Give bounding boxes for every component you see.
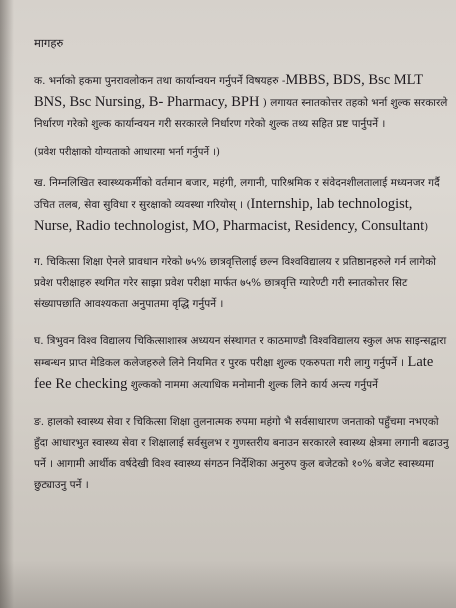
paragraph-text: त्रिभुवन विश्व विद्यालय चिकित्साशास्त्र अध्ययन संस्थागत र काठमाण्डौ विश्वविद्यालय स्कुल अफ साइन्सद्वारा सम्बन्धन प्राप्त मेडिकल कलेजहरुले लिने नियमित र पुरक परीक्षा शुल्क एकरुपता गरी लागु गर्नुपर्ने । <box>34 335 447 369</box>
page-shadow-bottom <box>0 560 456 608</box>
demand-paragraph-ka <box>34 70 450 135</box>
paragraph-text: चिकित्सा शिक्षा ऐनले प्रावधान गरेको ७५% छात्रवृत्तिलाई छल्न विश्वविद्यालय र प्रतिष्ठानहरुले गर्न लागेको प्रवेश परीक्षाहरु स्थगित गरेर साझा प्रवेश परीक्षा मार्फत ७५% छात्रवृत्ति ग्यारेण्टी गरी स्नातकोत्तर सिट संख्यापछाति आवश्यकता अनुपातमा वृद्धि गर्नुपर्ने । <box>34 256 436 310</box>
paragraph-text: शुल्कको नाममा अत्याधिक मनोमानी शुल्क लिने कार्य अन्त्य गर्नुपर्ने <box>127 379 378 391</box>
admission-note: (प्रवेश परीक्षाको योग्यताको आधारमा भर्ना गर्नुपर्ने ।) <box>34 147 220 158</box>
demand-paragraph-ga <box>34 252 450 315</box>
paragraph-label: ग. <box>34 256 44 268</box>
paragraph-text: निम्नलिखित स्वास्थ्यकर्मीको वर्तमान बजार, महंगी, लगानी, पारिश्रमिक र संवेदनशीलतालाई मध्यनजर गर्दै उचित तलब, सेवा सुविधा र सुरक्षाको व्यवस्था गरियोस् । ( <box>34 177 440 211</box>
demand-paragraph-gha <box>34 331 450 396</box>
paragraph-label: घ. <box>34 335 44 347</box>
health-worker-list: Internship, lab technologist, Nurse, Radio technologist, MO, Pharmacist, Residency, Consultant <box>34 196 425 234</box>
paragraph-text: ) <box>424 221 429 233</box>
document-heading: मागहरु <box>34 36 64 50</box>
paragraph-label: ख. <box>34 177 46 189</box>
paragraph-label: क. <box>34 75 46 87</box>
page-shadow-left <box>0 0 14 608</box>
fee-term: Late fee Re checking <box>34 354 434 392</box>
document-body <box>34 34 450 510</box>
degree-list: MBBS, BDS, Bsc MLT BNS, Bsc Nursing, B- Pharmacy, BPH <box>34 72 423 110</box>
demand-paragraph-kha <box>34 173 450 238</box>
paragraph-label: ङ. <box>34 416 45 428</box>
demand-paragraph-nga <box>34 412 450 496</box>
paragraph-text: ) लगायत स्नातकोत्तर तहको भर्ना शुल्क सरकारले निर्धारण गरेको शुल्क कार्यान्वयन गरी सरकारले निर्धारण गरेको शुल्क तथ्य सहित प्रष्ट पार्नुपर्ने । <box>34 97 448 130</box>
paragraph-text: भर्नाको हकमा पुनरावलोकन तथा कार्यान्वयन गर्नुपर्ने विषयहरु - <box>48 75 286 87</box>
paragraph-text: हालको स्वास्थ्य सेवा र चिकित्सा शिक्षा तुलनात्मक रुपमा महंगो भै सर्वसाधारण जनताको पहुँचमा नभएको हुँदा आधारभुत स्वास्थ्य सेवा र शिक्षालाई सर्वसुलभ र गुणस्तरीय बनाउन सरकारले स्वास्थ्य क्षेत्रमा लगानी बढाउनु पर्ने । आगामी आर्थीक वर्षदेखी विश्व स्वास्थ्य संगठन निर्देशिका अनुरुप कुल बजेटको १०% बजेट स्वास्थ्यमा छुट्याउनु पर्ने । <box>34 416 449 491</box>
